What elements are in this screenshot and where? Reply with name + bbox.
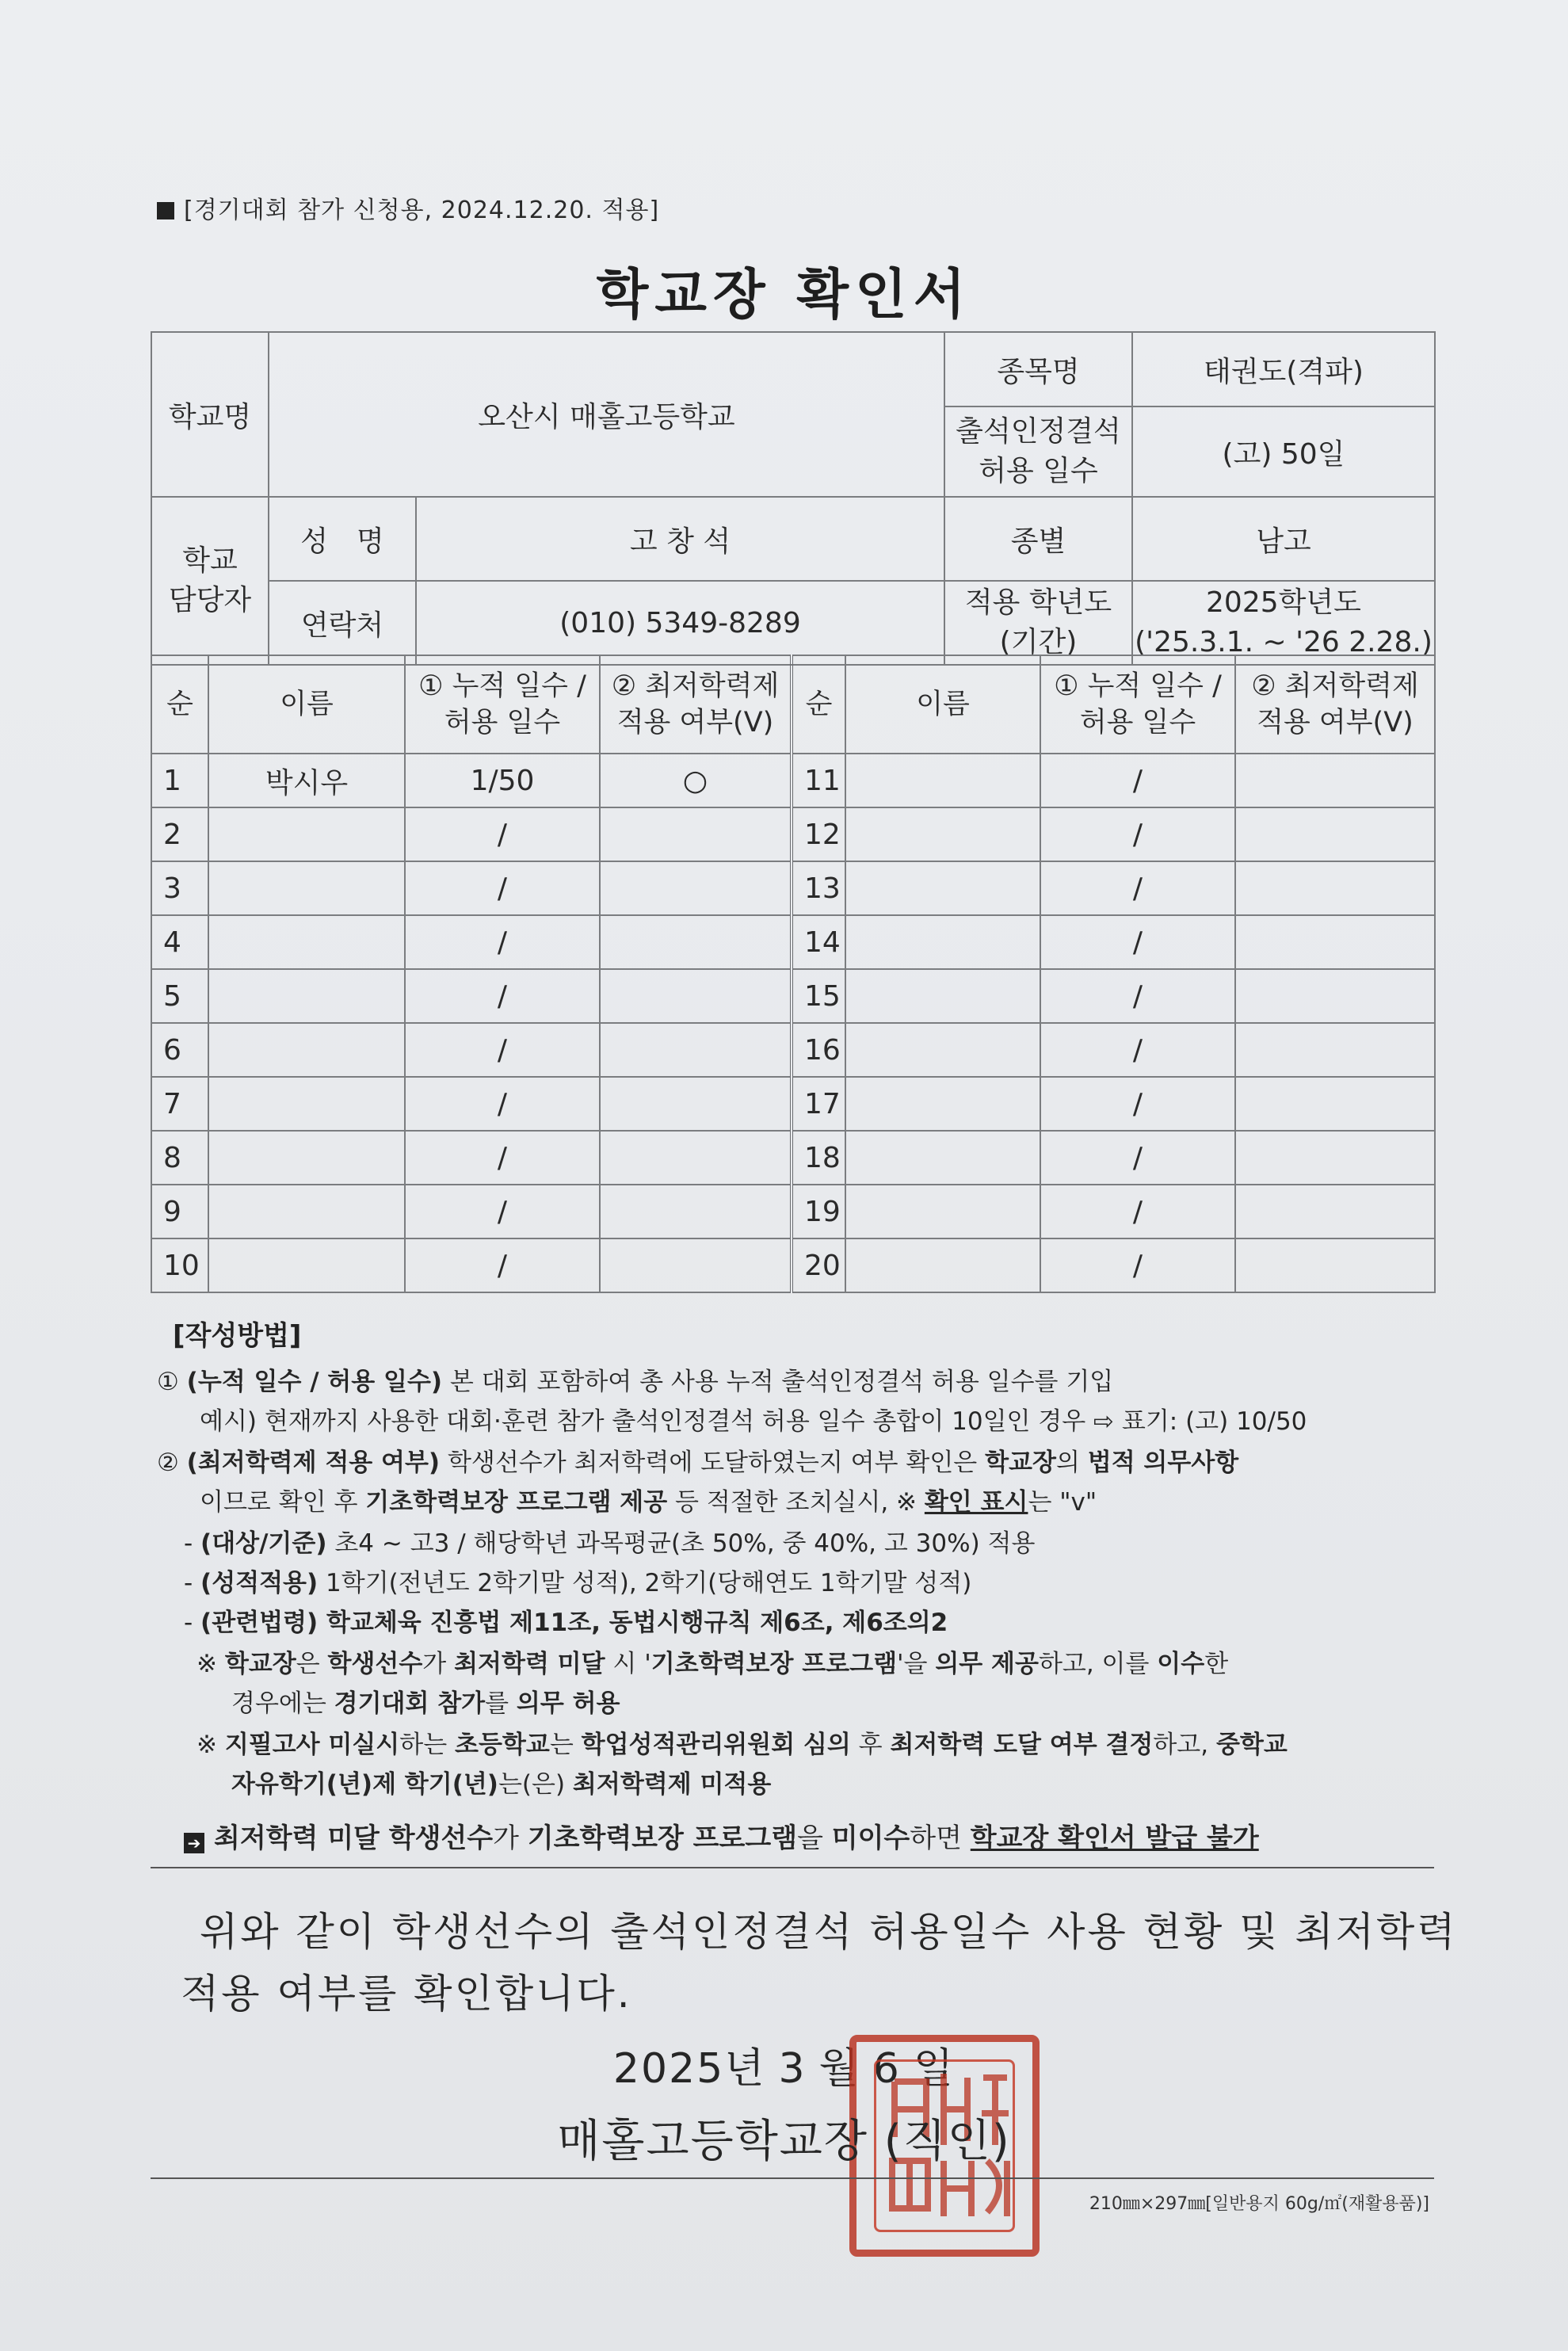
roster-cell-days: / <box>1040 861 1235 915</box>
principal-signature: 매홀고등학교장 (직인) <box>557 2116 1011 2167</box>
contact-label: 연락처 <box>269 581 416 665</box>
roster-cell-check <box>1235 754 1435 807</box>
table-row <box>151 754 1435 807</box>
roster-cell-no: 12 <box>792 807 845 861</box>
roster-cell-name: 박시우 <box>208 754 405 807</box>
roster-cell-check: ○ <box>600 754 792 807</box>
roster-cell-no: 8 <box>151 1131 208 1185</box>
arrow-box-icon: ➔ <box>184 1833 204 1853</box>
gender-value: 남고 <box>1132 497 1435 581</box>
roster-cell-check <box>1235 915 1435 969</box>
roster-cell-check <box>1235 969 1435 1023</box>
roster-cell-no: 15 <box>792 969 845 1023</box>
roster-cell-no: 16 <box>792 1023 845 1077</box>
guide-item-2-line2: 이므로 확인 후 기초학력보장 프로그램 제공 등 적절한 조치실시, ※ 확인 표시는 "v" <box>200 1488 1097 1517</box>
roster-cell-check <box>1235 1077 1435 1131</box>
school-name-label: 학교명 <box>151 332 269 497</box>
roster-cell-check <box>1235 1023 1435 1077</box>
header-name: 이름 <box>845 655 1040 754</box>
event-label: 종목명 <box>944 332 1132 406</box>
table-row <box>151 807 1435 861</box>
roster-cell-check <box>600 1238 792 1292</box>
roster-cell-days: / <box>1040 807 1235 861</box>
table-row <box>151 1185 1435 1238</box>
roster-cell-no: 18 <box>792 1131 845 1185</box>
table-row <box>151 861 1435 915</box>
roster-cell-no: 9 <box>151 1185 208 1238</box>
header-no: 순 <box>792 655 845 754</box>
header-check: ② 최저학력제 적용 여부(V) <box>600 655 792 754</box>
allowed-days-label: 출석인정결석 허용 일수 <box>944 406 1132 497</box>
roster-cell-name <box>845 1077 1040 1131</box>
guide-final-notice: ➔ 최저학력 미달 학생선수가 기초학력보장 프로그램을 미이수하면 학교장 확인서 발급 불가 <box>184 1816 1467 1855</box>
roster-cell-no: 6 <box>151 1023 208 1077</box>
roster-cell-name <box>208 1023 405 1077</box>
roster-cell-check <box>1235 807 1435 861</box>
roster-cell-days: / <box>405 915 600 969</box>
guide-item-1-example: 예시) 현재까지 사용한 대회·훈련 참가 출석인정결석 허용 일수 총합이 10일인 경우 ⇨ 표기: (고) 10/50 <box>200 1407 1307 1436</box>
table-row <box>151 1238 1435 1292</box>
header-name: 이름 <box>208 655 405 754</box>
table-row <box>151 969 1435 1023</box>
roster-cell-name <box>845 1023 1040 1077</box>
roster-cell-no: 1 <box>151 754 208 807</box>
roster-cell-name <box>845 969 1040 1023</box>
header-check: ② 최저학력제 적용 여부(V) <box>1235 655 1435 754</box>
guide-note-1: ※ 학교장은 학생선수가 최저학력 미달 시 '기초학력보장 프로그램'을 의무 제공하고, 이를 이수한 <box>196 1650 1229 1678</box>
event-value: 태권도(격파) <box>1132 332 1435 406</box>
roster-cell-name <box>208 969 405 1023</box>
guide-detail-law: - (관련법령) 학교체육 진흥법 제11조, 동법시행규칙 제6조, 제6조의2 <box>184 1609 948 1637</box>
roster-cell-check <box>600 969 792 1023</box>
roster-header-row <box>151 655 1435 754</box>
roster-cell-check <box>600 1077 792 1131</box>
roster-cell-days: / <box>1040 969 1235 1023</box>
gender-label: 종별 <box>944 497 1132 581</box>
roster-cell-name <box>845 861 1040 915</box>
roster-cell-days: / <box>405 1131 600 1185</box>
roster-cell-check <box>600 1023 792 1077</box>
roster-cell-name <box>208 1131 405 1185</box>
roster-cell-name <box>208 807 405 861</box>
statement-line-1: 위와 같이 학생선수의 출석인정결석 허용일수 사용 현황 및 최저학력 <box>200 1909 1458 1955</box>
roster-cell-name <box>845 754 1040 807</box>
roster-cell-no: 10 <box>151 1238 208 1292</box>
roster-cell-no: 17 <box>792 1077 845 1131</box>
roster-cell-check <box>1235 1131 1435 1185</box>
roster-cell-name <box>208 1185 405 1238</box>
school-year-value: 2025학년도 ('25.3.1. ~ '26 2.28.) <box>1132 581 1435 665</box>
roster-cell-name <box>208 1238 405 1292</box>
header-days: ① 누적 일수 / 허용 일수 <box>405 655 600 754</box>
roster-cell-no: 3 <box>151 861 208 915</box>
roster-cell-name <box>845 1131 1040 1185</box>
roster-cell-name <box>208 915 405 969</box>
guide-item-2: ② (최저학력제 적용 여부) 학생선수가 최저학력에 도달하였는지 여부 확인은 학교장의 법적 의무사항 <box>157 1448 1239 1477</box>
roster-cell-days: / <box>405 807 600 861</box>
roster-cell-no: 5 <box>151 969 208 1023</box>
roster-cell-check <box>1235 861 1435 915</box>
paper-spec: 210㎜×297㎜[일반용지 60g/㎡(재활용품)] <box>1089 2194 1429 2214</box>
table-row <box>151 1023 1435 1077</box>
roster-cell-days: / <box>1040 1077 1235 1131</box>
roster-cell-days: / <box>1040 1238 1235 1292</box>
table-row <box>151 1131 1435 1185</box>
manager-label: 학교 담당자 <box>151 497 269 665</box>
roster-cell-name <box>208 1077 405 1131</box>
guide-item-1: ① (누적 일수 / 허용 일수) 본 대회 포함하여 총 사용 누적 출석인정결석 허용 일수를 기입 <box>157 1368 1114 1396</box>
header-no: 순 <box>151 655 208 754</box>
guide-note-2: ※ 지필고사 미실시하는 초등학교는 학업성적관리위원회 심의 후 최저학력 도달 여부 결정하고, 중학교 <box>196 1731 1288 1759</box>
roster-cell-no: 2 <box>151 807 208 861</box>
table-row <box>151 915 1435 969</box>
roster-cell-check <box>600 1185 792 1238</box>
roster-cell-no: 11 <box>792 754 845 807</box>
roster-cell-name <box>208 861 405 915</box>
school-year-label: 적용 학년도 (기간) <box>944 581 1132 665</box>
roster-cell-days: / <box>405 969 600 1023</box>
manager-name-value: 고 창 석 <box>416 497 944 581</box>
roster-cell-days: / <box>405 1238 600 1292</box>
roster-cell-days: / <box>405 1077 600 1131</box>
roster-cell-days: / <box>405 1023 600 1077</box>
roster-cell-no: 4 <box>151 915 208 969</box>
roster-cell-days: / <box>1040 915 1235 969</box>
form-usage-tag: [경기대회 참가 신청용, 2024.12.20. 적용] <box>157 190 659 225</box>
roster-cell-days: / <box>1040 1023 1235 1077</box>
roster-cell-days: / <box>1040 1131 1235 1185</box>
roster-cell-check <box>600 861 792 915</box>
roster-cell-days: / <box>405 861 600 915</box>
roster-cell-no: 13 <box>792 861 845 915</box>
black-square-icon <box>157 202 174 219</box>
guide-note-2-line2: 자유학기(년)제 학기(년)는(은) 최저학력제 미적용 <box>231 1770 772 1799</box>
roster-cell-no: 20 <box>792 1238 845 1292</box>
roster-cell-days: / <box>1040 754 1235 807</box>
roster-cell-days: / <box>405 1185 600 1238</box>
document-title: 학교장 확인서 <box>596 264 972 326</box>
guide-detail-target: - (대상/기준) 초4 ~ 고3 / 해당학년 과목평균(초 50%, 중 40%, 고 30%) 적용 <box>184 1529 1036 1558</box>
roster-cell-check <box>600 915 792 969</box>
allowed-days-value: (고) 50일 <box>1132 406 1435 497</box>
section-divider <box>151 1867 1434 1868</box>
roster-cell-days: / <box>1040 1185 1235 1238</box>
footer-divider <box>151 2177 1434 2179</box>
roster-cell-check <box>1235 1238 1435 1292</box>
roster-cell-no: 7 <box>151 1077 208 1131</box>
roster-cell-no: 14 <box>792 915 845 969</box>
guide-note-1-line2: 경우에는 경기대회 참가를 의무 허용 <box>231 1689 620 1718</box>
roster-cell-no: 19 <box>792 1185 845 1238</box>
roster-cell-name <box>845 915 1040 969</box>
roster-cell-name <box>845 807 1040 861</box>
guide-title: [작성방법] <box>173 1320 302 1352</box>
issue-date: 2025년 3 월 6 일 <box>612 2045 956 2093</box>
roster-cell-days: 1/50 <box>405 754 600 807</box>
roster-cell-name <box>845 1185 1040 1238</box>
contact-value: (010) 5349-8289 <box>416 581 944 665</box>
school-name-value: 오산시 매홀고등학교 <box>269 332 944 497</box>
table-row <box>151 1077 1435 1131</box>
school-info-table <box>151 331 1436 666</box>
manager-name-label: 성 명 <box>269 497 416 581</box>
roster-cell-name <box>845 1238 1040 1292</box>
header-days: ① 누적 일수 / 허용 일수 <box>1040 655 1235 754</box>
student-roster-table <box>151 655 1436 1293</box>
roster-cell-check <box>600 1131 792 1185</box>
statement-line-2: 적용 여부를 확인합니다. <box>181 1971 632 2017</box>
roster-cell-check <box>600 807 792 861</box>
guide-detail-grades: - (성적적용) 1학기(전년도 2학기말 성적), 2학기(당해연도 1학기말 성적) <box>184 1569 972 1597</box>
roster-cell-check <box>1235 1185 1435 1238</box>
